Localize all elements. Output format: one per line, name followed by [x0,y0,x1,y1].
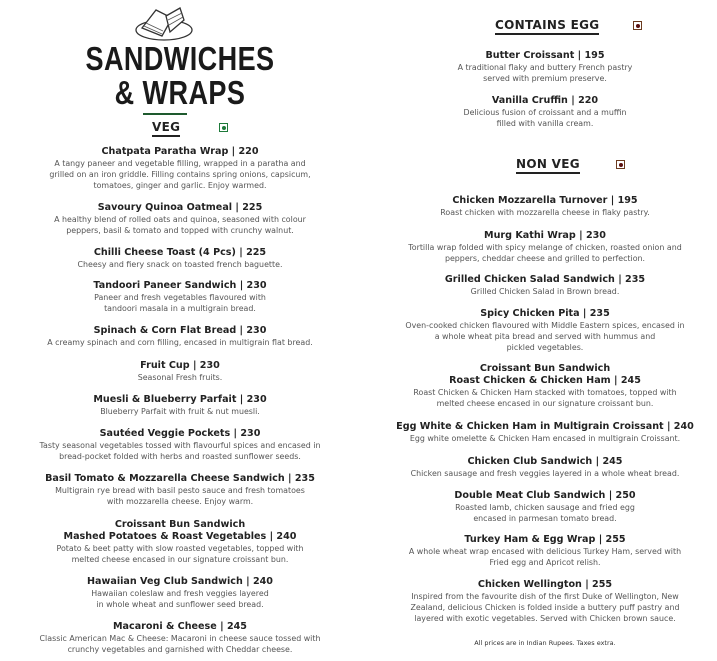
item-description: Paneer and fresh vegetables flavoured with [94,293,266,302]
menu-item [0,428,360,462]
item-name: Tandoori Paneer Sandwich | 230 [93,280,267,291]
title-underline [143,113,187,115]
veg-symbol-icon [219,123,228,132]
veg-section-header [152,120,180,134]
item-description: A healthy blend of rolled oats and quinoa, seasoned with colour [54,215,306,224]
egg-symbol-icon [633,21,642,30]
item-name: Croissant Bun Sandwich [114,519,246,530]
item-name: Macaroni & Cheese | 245 [113,621,247,632]
item-description: Blueberry Parfait with fruit & nut muesli. [100,407,260,416]
menu-item [0,247,360,270]
nonveg-section-header [516,157,580,171]
item-name: Egg White & Chicken Ham in Multigrain Croissant | 240 [396,421,694,432]
title-line-2: & WRAPS [114,74,246,111]
item-description: pickled vegetables. [506,343,584,352]
menu-item [0,360,360,383]
item-description: Inspired from the favourite dish of the first Duke of Wellington, New [411,592,679,601]
item-description: filled with vanilla cream. [496,119,594,128]
item-description: grilled on an iron griddle. Filling contains spring onions, capsicum, [49,170,311,179]
item-name: Roast Chicken & Chicken Ham | 245 [449,375,641,386]
item-description: Tasty seasonal vegetables tossed with flavourful spices and encased in [39,441,321,450]
menu-item [0,394,360,417]
title-line-1: SANDWICHES [85,40,275,77]
item-description: Hawaiian coleslaw and fresh veggies layered [91,589,269,598]
item-name: Spinach & Corn Flat Bread | 230 [93,325,267,336]
item-name: Butter Croissant | 195 [485,50,605,61]
item-description: Oven-cooked chicken flavoured with Middle Eastern spices, encased in [405,321,685,330]
item-description: Classic American Mac & Cheese: Macaroni in cheese sauce tossed with [39,634,321,643]
menu-item [360,490,717,524]
menu-item [0,325,360,348]
menu-item [360,50,717,84]
item-name: Basil Tomato & Mozzarella Cheese Sandwich | 235 [45,473,315,484]
item-description: Delicious fusion of croissant and a muffin [463,108,627,117]
item-description: bread-pocket folded with herbs and roasted sunflower seeds. [59,452,301,461]
item-description: a whole wheat pita bread and served with hummus and [434,332,656,341]
item-description: crunchy vegetables and garnished with Cheddar cheese. [67,645,293,654]
item-name: Savoury Quinoa Oatmeal | 225 [97,202,263,213]
item-description: tandoori masala in a multigrain bread. [104,304,256,313]
item-description: Multigrain rye bread with basil pesto sauce and fresh tomatoes [55,486,305,495]
item-name: Vanilla Cruffin | 220 [491,95,599,106]
menu-item [0,576,360,610]
menu-item [0,280,360,314]
item-description: melted cheese encased in our signature croissant bun. [436,399,654,408]
menu-item [360,456,717,479]
item-description: A whole wheat wrap encased with delicious Turkey Ham, served with [408,547,682,556]
item-name: Chicken Wellington | 255 [477,579,613,590]
menu-item [360,308,717,353]
item-description: peppers, basil & tomato and topped with crunchy walnut. [66,226,294,235]
item-description: Potato & beet patty with slow roasted vegetables, topped with [56,544,304,553]
page-title [82,42,279,110]
item-description: Roast chicken with mozzarella cheese in flaky pastry. [440,208,650,217]
menu-item [0,621,360,655]
menu-item [0,146,360,191]
item-description: Seasonal Fresh fruits. [137,373,223,382]
menu-item [360,363,717,409]
egg-label: CONTAINS EGG [495,18,599,35]
menu-item [360,95,717,129]
item-name: Chatpata Paratha Wrap | 220 [101,146,259,157]
item-description: Chicken sausage and fresh veggies layered in a whole wheat bread. [410,469,680,478]
item-name: Mashed Potatoes & Roast Vegetables | 240 [63,531,297,542]
item-name: Chicken Mozzarella Turnover | 195 [452,195,638,206]
item-description: Grilled Chicken Salad in Brown bread. [470,287,620,296]
nonveg-label: NON VEG [516,157,580,174]
item-description: layered with exotic vegetables. Served with Chicken brown sauce. [414,614,676,623]
item-description: Roast Chicken & Chicken Ham stacked with tomatoes, topped with [413,388,677,397]
item-description: Egg white omelette & Chicken Ham encased in multigrain Croissant. [409,434,681,443]
item-name: Hawaiian Veg Club Sandwich | 240 [86,576,273,587]
menu-item [0,473,360,507]
item-description: Cheesy and fiery snack on toasted french baguette. [77,260,283,269]
item-name: Muesli & Blueberry Parfait | 230 [93,394,267,405]
item-name: Sautéed Veggie Pockets | 230 [99,428,261,439]
item-description: Roasted lamb, chicken sausage and fried egg [455,503,635,512]
menu-item [360,534,717,568]
veg-label: VEG [152,120,180,137]
egg-section-header [495,18,599,32]
item-name: Fruit Cup | 230 [140,360,220,371]
menu-item [360,274,717,297]
item-name: Croissant Bun Sandwich [479,363,611,374]
menu-item [0,202,360,236]
item-description: served with premium preserve. [483,74,607,83]
item-name: Chilli Cheese Toast (4 Pcs) | 225 [93,247,267,258]
item-description: melted cheese encased in our signature croissant bun. [71,555,289,564]
menu-item [360,579,717,624]
nonveg-symbol-icon [616,160,625,169]
item-description: peppers, cheddar cheese and grilled to perfection. [444,254,646,263]
item-description: tomatoes, ginger and garlic. Enjoy warmed. [93,181,267,190]
item-name: Grilled Chicken Salad Sandwich | 235 [444,274,646,285]
item-name: Double Meat Club Sandwich | 250 [454,490,636,501]
item-name: Spicy Chicken Pita | 235 [480,308,610,319]
item-description: in whole wheat and sunflower seed bread. [96,600,264,609]
item-description: Fried egg and Apricot relish. [489,558,601,567]
price-note: All prices are in Indian Rupees. Taxes extra. [474,639,616,647]
item-description: A tangy paneer and vegetable filling, wrapped in a paratha and [54,159,306,168]
item-name: Turkey Ham & Egg Wrap | 255 [464,534,626,545]
item-description: Zealand, delicious Chicken is folded inside a buttery puff pastry and [410,603,680,612]
item-name: Murg Kathi Wrap | 230 [484,230,606,241]
menu-item [360,195,717,218]
item-description: A creamy spinach and corn filling, encased in multigrain flat bread. [47,338,313,347]
item-description: A traditional flaky and buttery French pastry [457,63,633,72]
item-description: with mozzarella cheese. Enjoy warm. [106,497,254,506]
menu-item [0,519,360,565]
sandwich-plate-icon [132,4,196,44]
item-description: Tortilla wrap folded with spicy melange of chicken, roasted onion and [408,243,682,252]
menu-item [360,230,717,264]
item-name: Chicken Club Sandwich | 245 [467,456,623,467]
item-description: encased in parmesan tomato bread. [473,514,617,523]
menu-item [360,421,717,444]
